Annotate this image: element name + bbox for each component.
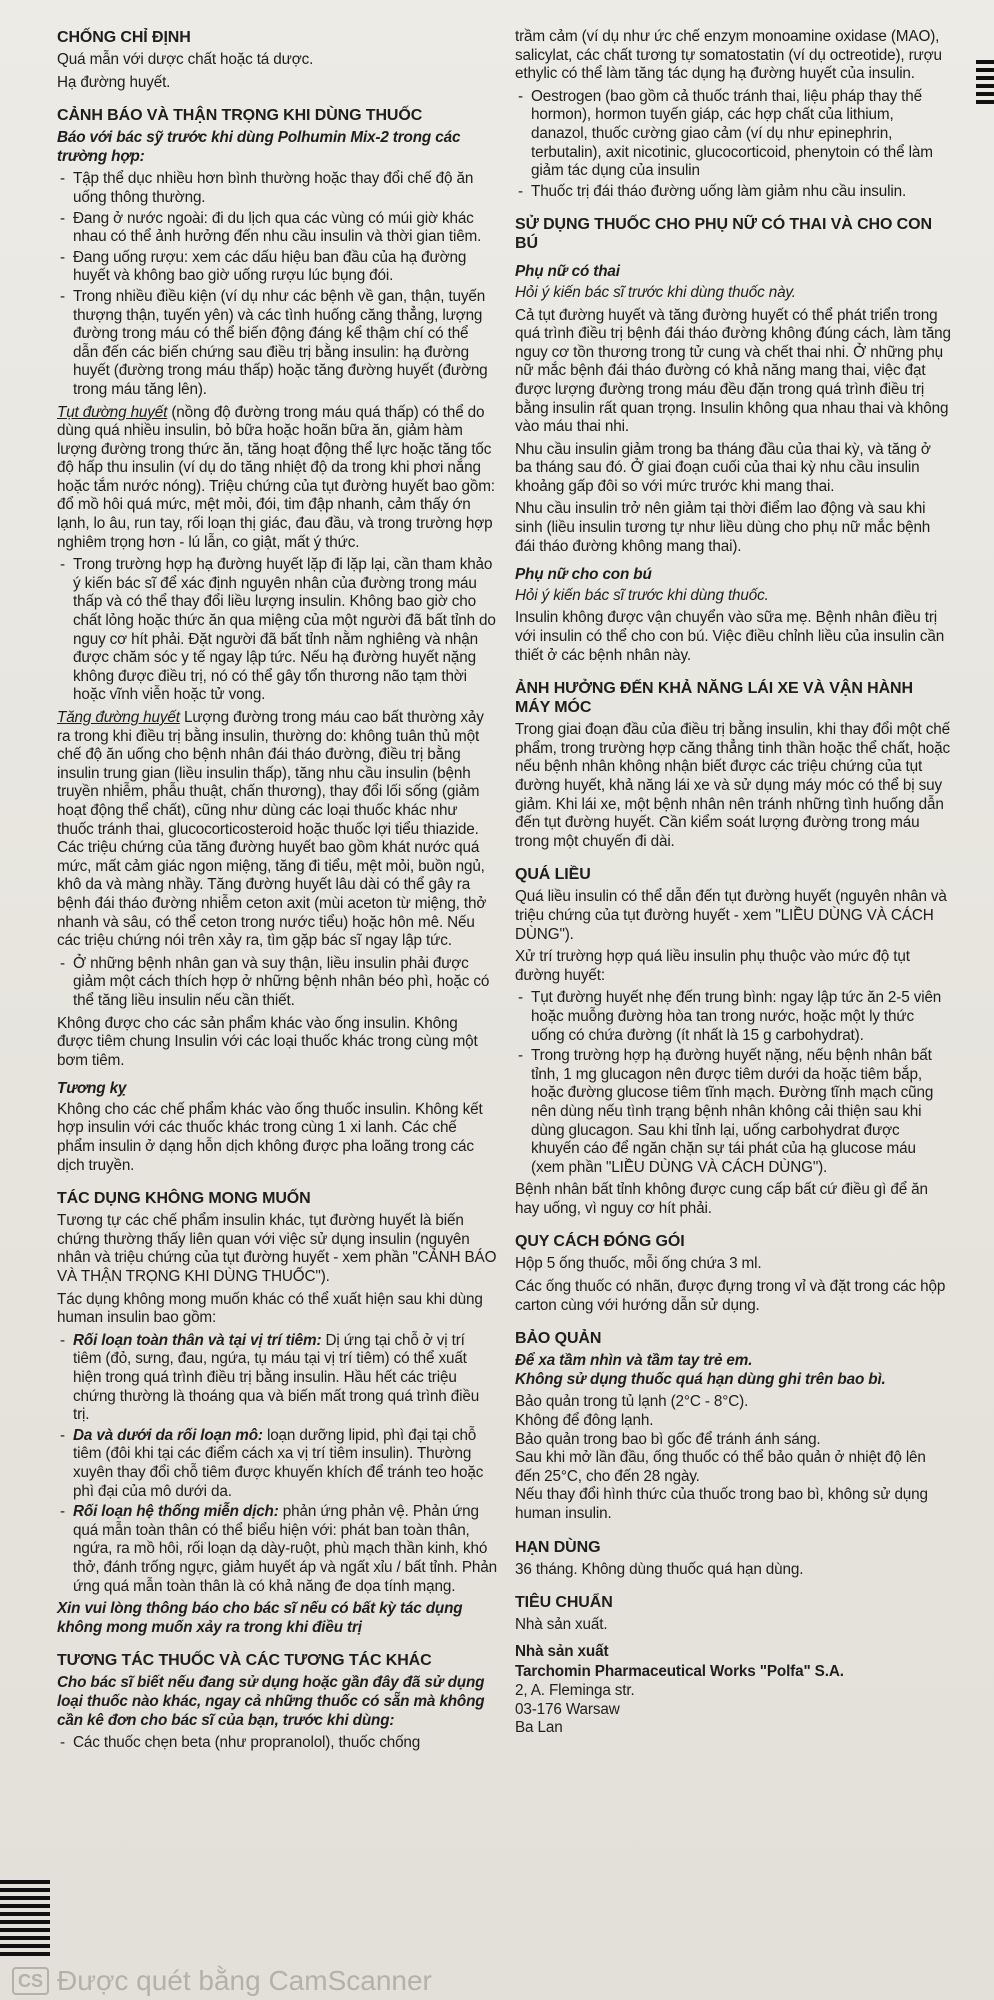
storage-line: Sau khi mở lần đầu, ống thuốc có thể bảo quản ở nhiệt độ lên đến 25°C, cho đến 28 ngày. [515,1449,926,1485]
pregnancy-heading: SỬ DỤNG THUỐC CHO PHỤ NỮ CÓ THAI VÀ CHO CON BÚ [515,216,932,253]
side-effects-list [57,1332,497,1596]
overdose-paragraph: Bệnh nhân bất tỉnh không được cung cấp bất cứ điều gì để ăn hay uống, vì nguy cơ hít phải. [515,1181,928,1217]
interactions-heading: TƯƠNG TÁC THUỐC VÀ CÁC TƯƠNG TÁC KHÁC [57,1652,432,1670]
standard-heading: TIÊU CHUẨN [515,1594,613,1612]
lactation-note: Hỏi ý kiến bác sĩ trước khi dùng thuốc. [515,586,769,604]
right-column [515,28,951,1738]
contraindication-line: Hạ đường huyết. [57,73,171,91]
address-line: 2, A. Fleminga str. [515,1681,635,1699]
lactation-subheading: Phụ nữ cho con bú [515,566,652,584]
incompatibility-text: Không cho các chế phẩm khác vào ống thuốc insulin. Không kết hợp insulin với các thuốc khác trong cùng 1 xi lanh. Các chế phẩm insulin ở dạng hỗn dịch không được pha loãng trong các dịch truyền. [57,1100,483,1174]
hyperglycemia-text: Lượng đường trong máu cao bất thường xảy ra trong khi điều trị bằng insulin, thường do: không tuân thủ một chế độ ăn uống cho bệnh nhân đái tháo đường, điều trị bằng insulin trung gian (liều insulin thấp), tăng nhu cầu insulin (bệnh truyền nhiễm, phẫu thuật, chấn thương), thay đổi lối sống (giảm hoạt động thể chất), cũng như dùng các loại thuốc khác như thuốc tránh thai, glucocorticosteroid hoặc thuốc lợi tiểu thiazide. Các triệu chứng của tăng đường huyết bao gồm khát nước quá mức, mất cảm giác ngon miệng, tăng đi tiểu, mệt mỏi, buồn ngủ, khô da và màng nhầy. Tăng đường huyết lâu dài có thể gây ra bệnh đái tháo đường nhiễm ceton axit (mùi aceton từ miệng, thở nhanh và sâu, có thể ceton trong nước tiểu) hoặc hôn mê. Nếu các triệu chứng nói trên xảy ra, tìm gặp bác sĩ ngay lập tức. [57,709,487,950]
overdose-heading: QUÁ LIỀU [515,866,591,884]
pregnancy-paragraph: Nhu cầu insulin giảm trong ba tháng đầu của thai kỳ, và tăng ở ba tháng sau đó. Ở giai đoạn cuối của thai kỳ nhu cầu insulin khoảng gấp đôi so với mức trước khi mang thai. [515,440,931,495]
storage-line: Không để đông lạnh. [515,1412,654,1430]
contraindications-heading: CHỐNG CHỈ ĐỊNH [57,29,191,46]
packaging-line: Hộp 5 ống thuốc, mỗi ống chứa 3 ml. [515,1255,762,1273]
storage-heading: BẢO QUẢN [515,1330,602,1348]
list-item: - Tụt đường huyết nhẹ đến trung bình: ngay lập tức ăn 2-5 viên hoặc muỗng đường hòa tan trong nước, hoặc một ly thức uống có chứa đường (ít nhất là 15 g carbohydrat). [531,989,951,1045]
side-effects-heading: TÁC DỤNG KHÔNG MONG MUỐN [57,1190,311,1208]
list-item-text: phản ứng phản vệ. Phản ứng quá mẫn toàn thân có thể biểu hiện với: phát ban toàn thân, ngứa, ra mồ hôi, rối loạn dạ dày-ruột, phù mạch thần kinh, khó thở, đánh trống ngực, giảm huyết áp và ngất xỉu / bất tỉnh. Phản ứng quá mẫn toàn thân là có khả năng đe dọa tính mạng. [73,1503,497,1595]
overdose-list [515,989,951,1177]
list-item [73,1503,497,1596]
pregnancy-paragraph: Cả tụt đường huyết và tăng đường huyết có thể phát triển trong quá trình điều trị bệnh đái tháo đường không đúng cách, làm tăng nguy cơ tồn thương trong tử cung và chết thai nhi. Ở những phụ nữ mắc bệnh đái tháo đường có khả năng mang thai, việc đạt được lượng đường trong máu đều đặn trong quá trình điều trị bằng insulin rất quan trọng. Insulin không qua nhau thai và không vào máu thai nhi. [515,306,951,436]
pregnancy-note: Hỏi ý kiến bác sĩ trước khi dùng thuốc này. [515,283,796,301]
incompatibility-heading: Tương kỵ [57,1080,127,1098]
warnings-subheading: Báo với bác sỹ trước khi dùng Polhumin Mix-2 trong các trường hợp: [57,129,461,165]
packaging-line: Các ống thuốc có nhãn, được đựng trong vỉ và đặt trong các hộp carton cùng với hướng dẫn sử dụng. [515,1278,946,1314]
list-item: - Đang uống rượu: xem các dấu hiệu ban đầu của hạ đường huyết và không bao giờ uống rượu lúc bụng đói. [73,249,497,286]
left-column [57,28,497,1757]
edge-registration-marks [976,60,994,108]
pregnancy-paragraph: Nhu cầu insulin trở nên giảm tại thời điểm lao động và sau khi sinh (liều insulin tương tự như liều dùng cho phụ nữ mắc bệnh đái tháo đường không mang thai). [515,500,931,555]
manufacturer-address [515,1682,951,1738]
list-item: - Ở những bệnh nhân gan và suy thận, liều insulin phải được giảm một cách thích hợp ở những bệnh nhân béo phì, hoặc có thể tăng liều insulin nếu cần thiết. [73,955,497,1011]
list-item-text: Dị ứng tại chỗ ở vị trí tiêm (đỏ, sưng, đau, ngứa, tụ máu tại vị trí tiêm) có thể xuất hiện trong quá trình điều trị bằng insulin. Hầu hết các triệu chứng thường là thoáng qua và biến mất trong quá trình điều trị. [73,1331,480,1424]
pregnancy-subheading: Phụ nữ có thai [515,263,620,281]
hyperglycemia-paragraph [57,709,497,951]
list-item: - Tập thể dục nhiều hơn bình thường hoặc thay đổi chế độ ăn uống thông thường. [73,170,497,207]
manufacturer-name: Tarchomin Pharmaceutical Works "Polfa" S.A. [515,1663,844,1681]
list-item-lead: Rối loạn hệ thống miễn dịch: [73,1503,279,1521]
side-effects-intro-2: Tác dụng không mong muốn khác có thể xuất hiện sau khi dùng human insulin bao gồm: [57,1290,483,1327]
standard-text: Nhà sản xuất. [515,1616,608,1634]
hypoglycemia-list [57,556,497,705]
list-item-lead: Rối loạn toàn thân và tại vị trí tiêm: [73,1331,322,1349]
expiry-heading: HẠN DÙNG [515,1538,601,1556]
storage-warning: Không sử dụng thuốc quá hạn dùng ghi trên bao bì. [515,1370,886,1388]
list-item: - Các thuốc chẹn beta (như propranolol), thuốc chống [73,1734,497,1753]
list-item: - Trong trường hợp hạ đường huyết lặp đi lặp lại, cần tham khảo ý kiến bác sĩ để xác định nguyên nhân của đường trong máu thấp và có thể thay đổi liều lượng insulin. Không bao giờ cho chất lỏng hoặc thức ăn qua miệng của một người đã bất tỉnh do nguy cơ hít phải. Đặt người đã bất tỉnh nằm nghiêng và nhận được chăm sóc y tế ngay lập tức. Nếu hạ đường huyết nặng không được điều trị, nó có thể gây tổn thương não tạm thời hoặc vĩnh viễn hoặc tử vong. [73,556,497,705]
list-item [73,1427,497,1501]
interactions-list-continued [515,88,951,202]
list-item: - Đang ở nước ngoài: đi du lịch qua các vùng có múi giờ khác nhau có thể ảnh hưởng đến nhu cầu insulin và thời gian tiêm. [73,210,497,247]
contraindication-line: Quá mẫn với dược chất hoặc tá dược. [57,51,314,68]
overdose-paragraph: Xử trí trường hợp quá liều insulin phụ thuộc vào mức độ tụt đường huyết: [515,948,910,984]
address-line: Ba Lan [515,1719,563,1737]
interactions-subheading: Cho bác sĩ biết nếu đang sử dụng hoặc gần đây đã sử dụng loại thuốc nào khác, ngay cả những thuốc có sẵn mà không cần kê đơn cho bác sĩ của bạn, trước khi dùng: [57,1674,485,1729]
scanner-watermark [0,1962,994,2000]
bottom-registration-marks [0,1880,50,1960]
packaging-heading: QUY CÁCH ĐÓNG GÓI [515,1233,685,1251]
address-line: 03-176 Warsaw [515,1700,620,1718]
interactions-continued: trầm cảm (ví dụ như ức chế enzym monoamine oxidase (MAO), salicylat, các chất tương tự somatostatin (ví dụ octreotide), rượu ethylic có thể làm tăng tác dụng hạ đường huyết của insulin. [515,28,942,83]
list-item: - Oestrogen (bao gồm cả thuốc tránh thai, liệu pháp thay thế hormon), hormon tuyến giáp, các hợp chất của lithium, danazol, thuốc cường giao cảm (ví dụ như epinephrin, terbutalin), axit nicotinic, glucocorticoid, phenytoin có thể làm giảm tác dụng của insulin [531,88,951,181]
list-item-text: loạn dưỡng lipid, phì đại tại chỗ tiêm (đôi khi tại các điểm cách xa vị trí tiêm insulin). Thường xuyên thay đổi chỗ tiêm được khuyến khích để tránh teo hoặc phì đại của mô dưới da. [73,1426,484,1500]
no-mix-paragraph: Không được cho các sản phẩm khác vào ống insulin. Không được tiêm chung Insulin với các loại thuốc khác trong cùng một bơm tiêm. [57,1014,478,1069]
list-item: - Thuốc trị đái tháo đường uống làm giảm nhu cầu insulin. [531,183,951,202]
expiry-text: 36 tháng. Không dùng thuốc quá hạn dùng. [515,1560,804,1578]
storage-line: Bảo quản trong tủ lạnh (2°C - 8°C). [515,1393,749,1411]
side-effects-intro: Tương tự các chế phẩm insulin khác, tụt đường huyết là biến chứng thường thấy liên quan với việc sử dụng insulin (nguyên nhân và triệu chứng của tụt đường huyết - xem phần "CẢNH BÁO VÀ THẬN TRỌNG KHI DÙNG THUỐC"). [57,1212,497,1286]
side-effects-note: Xin vui lòng thông báo cho bác sĩ nếu có bất kỳ tác dụng không mong muốn xảy ra trong khi điều trị [57,1600,463,1636]
list-item: - Trong trường hợp hạ đường huyết nặng, nếu bệnh nhân bất tỉnh, 1 mg glucagon nên được tiêm dưới da hoặc tiêm bắp, hoặc đường glucose tiêm tĩnh mạch. Đường tĩnh mạch cũng nên dùng nếu tình trạng bệnh nhân không cải thiện sau khi dùng glucagon. Sau khi tỉnh lại, uống carbohydrat được khuyến cáo để ngăn chặn sự tái phát của hạ glucose máu (xem phần "LIỀU DÙNG VÀ CÁCH DÙNG"). [531,1047,951,1177]
hyperglycemia-list [57,955,497,1011]
watermark-text: Được quét bằng CamScanner [57,1965,432,1996]
driving-text: Trong giai đoạn đầu của điều trị bằng insulin, khi thay đổi một chế phẩm, trong trường hợp căng thẳng tinh thần hoặc thể chất, hoặc nếu bệnh nhân không nhận biết được các triệu chứng của tụt đường huyết, khả năng lái xe và sử dụng máy móc có thể bị suy giảm. Khi lái xe, một bệnh nhân nên tránh những tình huống dẫn đến tụt đường huyết. Cần kiểm soát lượng đường trong máu trong một chuyến đi dài. [515,721,951,850]
warnings-heading: CẢNH BÁO VÀ THẬN TRỌNG KHI DÙNG THUỐC [57,107,423,125]
interactions-list [57,1734,497,1753]
hypoglycemia-paragraph [57,404,497,553]
storage-line: Bảo quản trong bao bì gốc để tránh ánh sáng. [515,1430,821,1448]
camscanner-logo-icon: CS [12,1967,49,1995]
hyperglycemia-term: Tăng đường huyết [57,709,180,726]
list-item-lead: Da và dưới da rối loạn mô: [73,1426,263,1444]
overdose-paragraph: Quá liều insulin có thể dẫn đến tụt đường huyết (nguyên nhân và triệu chứng của tụt đường huyết - xem "LIỀU DÙNG VÀ CÁCH DÙNG"). [515,888,947,943]
list-item: - Trong nhiều điều kiện (ví dụ như các bệnh về gan, thận, tuyến thượng thận, tuyến yên) và các tình huống căng thẳng, lượng đường trong máu có thể biến động đáng kể thậm chí có thể dẫn đến các biến chứng sau điều trị bằng insulin: hạ đường huyết (đường trong máu thấp) hoặc tăng đường huyết (đường trong máu tăng lên). [73,288,497,400]
warnings-list [57,170,497,399]
storage-warning: Để xa tầm nhìn và tầm tay trẻ em. [515,1352,753,1370]
driving-heading: ẢNH HƯỞNG ĐẾN KHẢ NĂNG LÁI XE VÀ VẬN HÀNH MÁY MÓC [515,680,913,717]
hypoglycemia-term: Tụt đường huyết [57,403,168,421]
storage-line: Nếu thay đổi hình thức của thuốc trong bao bì, không sử dụng human insulin. [515,1486,928,1522]
lactation-text: Insulin không được vận chuyển vào sữa mẹ. Bệnh nhân điều trị với insulin có thể cho con bú. Việc điều chỉnh liều của insulin cần thiết ở các bệnh nhân này. [515,609,945,664]
manufacturer-heading: Nhà sản xuất [515,1642,609,1660]
list-item [73,1332,497,1425]
hypoglycemia-text: (nồng độ đường trong máu quá thấp) có thể do dùng quá nhiều insulin, bỏ bữa hoặc hoãn bữa ăn, giảm hàm lượng đường trong thức ăn, tăng hoạt động thể lực hoặc tăng tốc độ hấp thu insulin (ví dụ do tăng nhiệt độ da trong khi phơi nắng hoặc tắm nước nóng). Triệu chứng của tụt đường huyết bao gồm: đổ mồ hôi quá mức, mệt mỏi, đói, tim đập nhanh, cảm thấy ớn lạnh, lo âu, run tay, rối loạn thị giác, đau đầu, và trong trường hợp nghiêm trọng hơn - lú lẫn, co giật, mất ý thức. [57,403,495,551]
